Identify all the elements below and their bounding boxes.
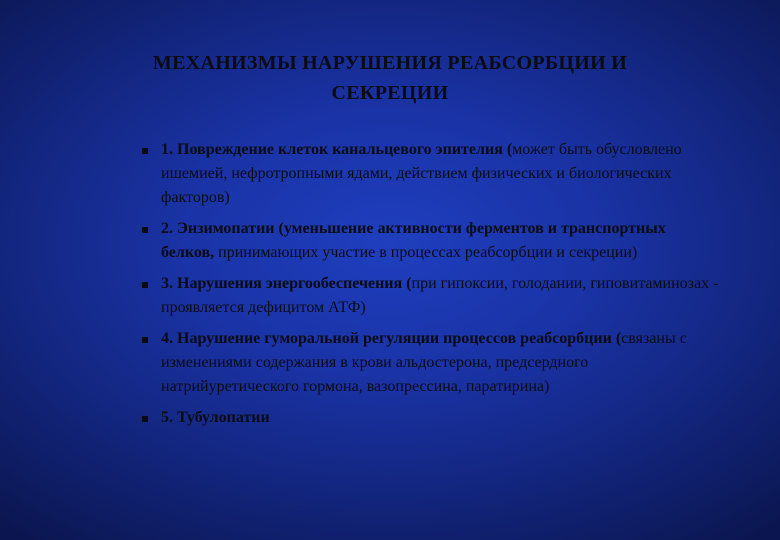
square-bullet-icon [142, 416, 148, 422]
list-item-3 [140, 272, 720, 320]
list-item-2 [140, 217, 720, 265]
item-lead: 5. Тубулопатии [161, 409, 270, 426]
title-line-1: МЕХАНИЗМЫ НАРУШЕНИЯ РЕАБСОРБЦИИ И [152, 52, 628, 74]
item-lead: 3. Нарушения энергообеспечения ( [161, 275, 412, 292]
item-text: может быть обусловлено ишемией, нефротропными ядами, действием физических и биологических факторов) [161, 141, 682, 206]
title-line-2: СЕКРЕЦИИ [331, 82, 449, 104]
item-text: при гипоксии, голодании, гиповитаминозах - проявляется дефицитом АТФ) [161, 275, 719, 316]
item-lead: 4. Нарушение гуморальной регуляции процессов реабсорбции ( [161, 330, 622, 347]
item-lead: 2. Энзимопатии (уменьшение активности ферментов и транспортных белков, [161, 220, 666, 261]
square-bullet-icon [142, 227, 148, 233]
list-item-5 [140, 406, 720, 430]
slide-title [60, 48, 720, 108]
square-bullet-icon [142, 148, 148, 154]
square-bullet-icon [142, 337, 148, 343]
bullet-list [140, 138, 720, 437]
list-item-1 [140, 138, 720, 210]
item-lead: 1. Повреждение клеток канальцевого эпителия ( [161, 141, 513, 158]
item-text: принимающих участие в процессах реабсорбции и секреции) [214, 244, 638, 261]
list-item-4 [140, 327, 720, 399]
square-bullet-icon [142, 282, 148, 288]
item-text: связаны с изменениями содержания в крови альдостерона, предсердного натрийуретического гормона, вазопрессина, паратирина) [161, 330, 687, 395]
